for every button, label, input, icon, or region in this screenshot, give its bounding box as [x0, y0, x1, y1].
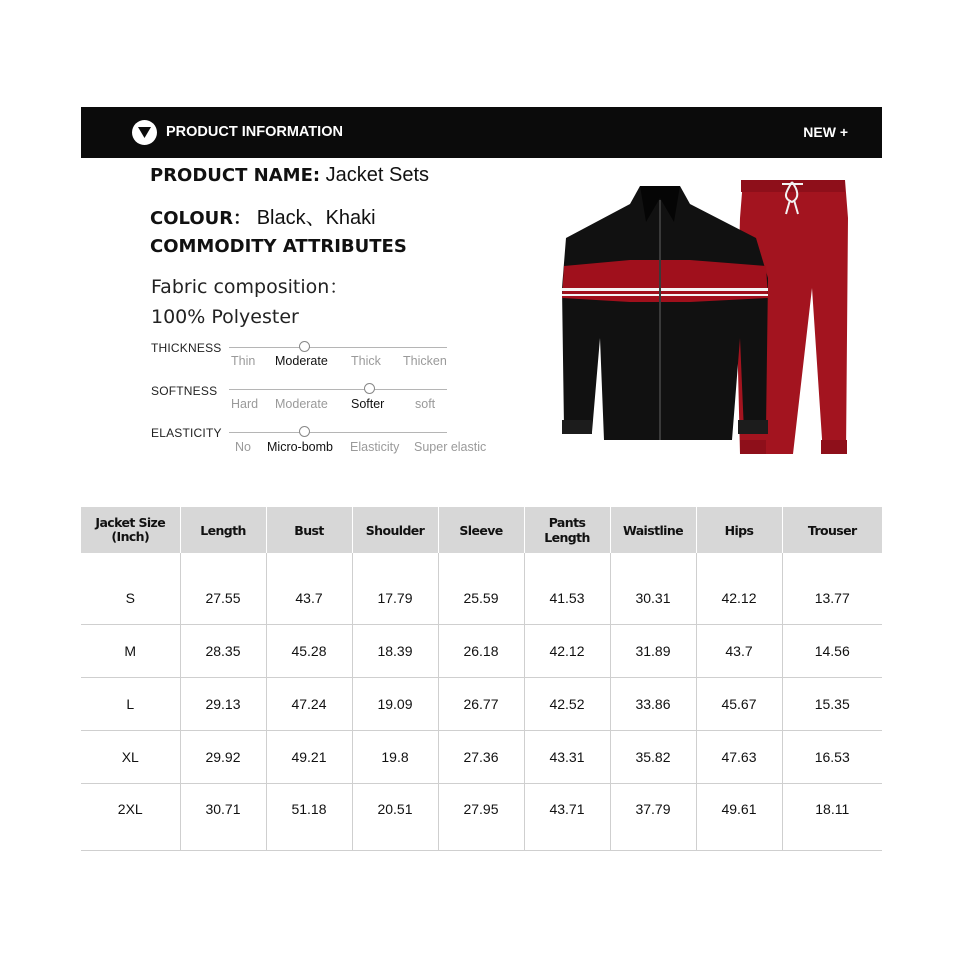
- product-name-value: Jacket Sets: [325, 164, 430, 186]
- table-cell: 14.56: [782, 624, 882, 677]
- table-cell: 42.52: [524, 677, 610, 730]
- elasticity-option: Super elastic: [414, 440, 487, 454]
- table-cell: 29.13: [180, 677, 266, 730]
- tracksuit-illustration: [560, 178, 852, 460]
- softness-option-selected: Softer: [351, 397, 385, 411]
- table-cell: 42.12: [696, 553, 782, 624]
- table-cell: 19.8: [352, 730, 438, 783]
- table-cell: 35.82: [610, 730, 696, 783]
- chevron-down-icon: [132, 120, 157, 145]
- table-cell: 49.21: [266, 730, 352, 783]
- thickness-scale: [229, 347, 447, 348]
- jacket-shape: [562, 186, 768, 440]
- size-header-line2: (Inch): [111, 529, 150, 544]
- new-button[interactable]: NEW +: [803, 124, 848, 140]
- size-cell: 2XL: [81, 783, 180, 850]
- elasticity-option-selected: Micro-bomb: [267, 440, 333, 454]
- size-cell: M: [81, 624, 180, 677]
- table-cell: 37.79: [610, 783, 696, 850]
- size-cell: L: [81, 677, 180, 730]
- column-header: Pants Length: [524, 507, 610, 553]
- table-row: [81, 783, 882, 850]
- product-image: [560, 178, 852, 460]
- size-cell: S: [81, 553, 180, 624]
- header-title: PRODUCT INFORMATION: [166, 124, 343, 140]
- table-cell: 47.63: [696, 730, 782, 783]
- product-name: [150, 164, 429, 187]
- table-cell: 28.35: [180, 624, 266, 677]
- column-header: Trouser: [782, 507, 882, 553]
- softness-option: Moderate: [275, 397, 328, 411]
- table-cell: 41.53: [524, 553, 610, 624]
- table-cell: 42.12: [524, 624, 610, 677]
- table-row: [81, 730, 882, 783]
- column-header: Bust: [266, 507, 352, 553]
- table-cell: 19.09: [352, 677, 438, 730]
- elasticity-knob: [299, 426, 310, 437]
- table-cell: 31.89: [610, 624, 696, 677]
- fabric-value: 100% Polyester: [151, 306, 299, 328]
- table-cell: 49.61: [696, 783, 782, 850]
- table-row: [81, 553, 882, 624]
- column-header: Sleeve: [438, 507, 524, 553]
- table-cell: 15.35: [782, 677, 882, 730]
- table-header-row: [81, 507, 882, 553]
- table-cell: 17.79: [352, 553, 438, 624]
- table-cell: 43.7: [696, 624, 782, 677]
- table-cell: 43.31: [524, 730, 610, 783]
- thickness-option: Thin: [231, 354, 256, 368]
- elasticity-label: ELASTICITY: [151, 426, 222, 440]
- attributes-heading: COMMODITY ATTRIBUTES: [150, 236, 407, 257]
- table-cell: 13.77: [782, 553, 882, 624]
- table-cell: 26.77: [438, 677, 524, 730]
- thickness-knob: [299, 341, 310, 352]
- table-cell: 45.28: [266, 624, 352, 677]
- column-header: Hips: [696, 507, 782, 553]
- thickness-option-selected: Moderate: [275, 354, 328, 368]
- softness-scale: [229, 389, 447, 390]
- softness-label: SOFTNESS: [151, 384, 218, 398]
- table-cell: 45.67: [696, 677, 782, 730]
- fabric-label: Fabric composition：: [151, 276, 349, 298]
- table-cell: 47.24: [266, 677, 352, 730]
- size-table: [81, 507, 882, 851]
- column-header: Waistline: [610, 507, 696, 553]
- table-cell: 26.18: [438, 624, 524, 677]
- table-cell: 27.55: [180, 553, 266, 624]
- table-cell: 30.31: [610, 553, 696, 624]
- table-cell: 20.51: [352, 783, 438, 850]
- softness-option: soft: [415, 397, 436, 411]
- thickness-option: Thicken: [403, 354, 447, 368]
- column-header: Shoulder: [352, 507, 438, 553]
- softness-option: Hard: [231, 397, 259, 411]
- table-row: [81, 624, 882, 677]
- product-info-header: [81, 107, 882, 158]
- size-column-header: [81, 507, 180, 553]
- table-cell: 30.71: [180, 783, 266, 850]
- size-cell: XL: [81, 730, 180, 783]
- elasticity-scale: [229, 432, 447, 433]
- product-colour: [150, 201, 376, 230]
- table-cell: 43.7: [266, 553, 352, 624]
- table-cell: 43.71: [524, 783, 610, 850]
- table-cell: 18.39: [352, 624, 438, 677]
- size-header-line1: Jacket Size: [95, 515, 166, 530]
- fabric-composition: [151, 272, 348, 332]
- product-name-label: PRODUCT NAME:: [150, 165, 321, 186]
- table-cell: 29.92: [180, 730, 266, 783]
- column-header: Length: [180, 507, 266, 553]
- softness-knob: [364, 383, 375, 394]
- table-cell: 33.86: [610, 677, 696, 730]
- table-cell: 25.59: [438, 553, 524, 624]
- table-cell: 16.53: [782, 730, 882, 783]
- elasticity-option: No: [235, 440, 251, 454]
- table-cell: 18.11: [782, 783, 882, 850]
- table-cell: 27.95: [438, 783, 524, 850]
- thickness-label: THICKNESS: [151, 341, 222, 355]
- colour-value: Black、Khaki: [256, 207, 376, 229]
- elasticity-option: Elasticity: [350, 440, 400, 454]
- table-cell: 51.18: [266, 783, 352, 850]
- table-cell: 27.36: [438, 730, 524, 783]
- colour-label: COLOUR：: [150, 208, 252, 229]
- thickness-option: Thick: [351, 354, 381, 368]
- table-row: [81, 677, 882, 730]
